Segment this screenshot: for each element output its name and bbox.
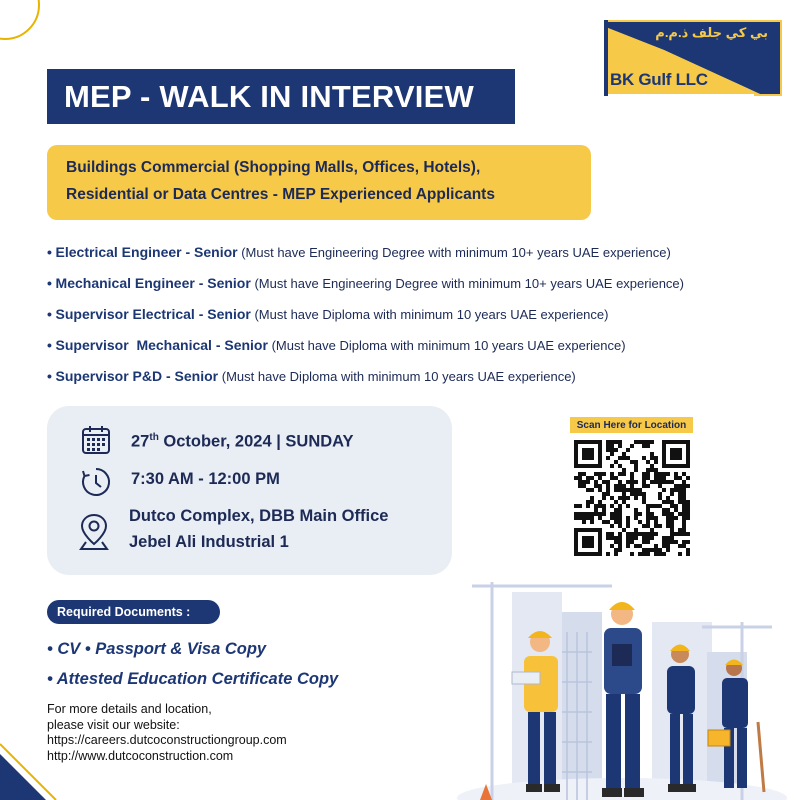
event-time: 7:30 AM - 12:00 PM [131,470,280,488]
position-requirement: (Must have Diploma with minimum 10 years UAE experience) [254,307,609,322]
position-role: Supervisor P&D - Senior [55,368,219,384]
website-link[interactable]: http://www.dutcoconstruction.com [47,748,234,763]
list-item [47,336,787,367]
clock-icon [80,466,112,498]
document-line-2: • Attested Education Certificate Copy [47,670,339,688]
list-item [47,305,787,336]
position-role: Mechanical Engineer - Senior [55,275,251,291]
event-location-line-1: Dutco Complex, DBB Main Office [129,507,389,525]
position-requirement: (Must have Engineering Degree with minimum 10+ years UAE experience) [254,276,684,291]
bullet: • [47,275,52,291]
qr-code-icon[interactable] [574,440,690,556]
calendar-icon [80,424,112,456]
highlight-line-2: Residential or Data Centres - MEP Experienced Applicants [66,186,495,203]
logo-name: BK Gulf LLC [610,70,708,89]
qr-label: Scan Here for Location [570,417,693,433]
corner-decoration-top [0,0,40,40]
positions-list [47,243,787,398]
bullet: • [47,337,52,353]
event-info-card [47,406,452,575]
bullet: • [47,244,52,260]
position-role: Supervisor Mechanical - Senior [55,337,268,353]
required-documents-heading: Required Documents : [47,600,220,624]
more-info-line-2: please visit our website: [47,717,180,732]
list-item [47,367,787,398]
location-pin-icon [77,512,111,552]
more-info [47,702,287,764]
document-line-1: • CV • Passport & Visa Copy [47,640,267,658]
bullet: • [47,368,52,384]
position-role: Electrical Engineer - Senior [55,244,238,260]
event-location-line-2: Jebel Ali Industrial 1 [129,533,289,551]
more-info-line-1: For more details and location, [47,702,212,716]
position-requirement: (Must have Diploma with minimum 10 years UAE experience) [221,369,576,384]
logo-arabic-text: بي كي جلف ذ.م.م [655,25,768,40]
page-title: MEP - WALK IN INTERVIEW [47,69,515,124]
event-date: 27th October, 2024 | SUNDAY [131,432,354,451]
position-role: Supervisor Electrical - Senior [55,306,251,322]
highlight-box [47,145,591,220]
company-logo [604,20,782,96]
position-requirement: (Must have Diploma with minimum 10 years UAE experience) [271,338,626,353]
careers-link[interactable]: https://careers.dutcoconstructiongroup.com [47,733,287,747]
construction-workers-illustration [452,572,792,800]
list-item [47,243,787,274]
list-item [47,274,787,305]
highlight-line-1: Buildings Commercial (Shopping Malls, Offices, Hotels), [66,159,481,176]
bullet: • [47,306,52,322]
position-requirement: (Must have Engineering Degree with minimum 10+ years UAE experience) [241,245,671,260]
